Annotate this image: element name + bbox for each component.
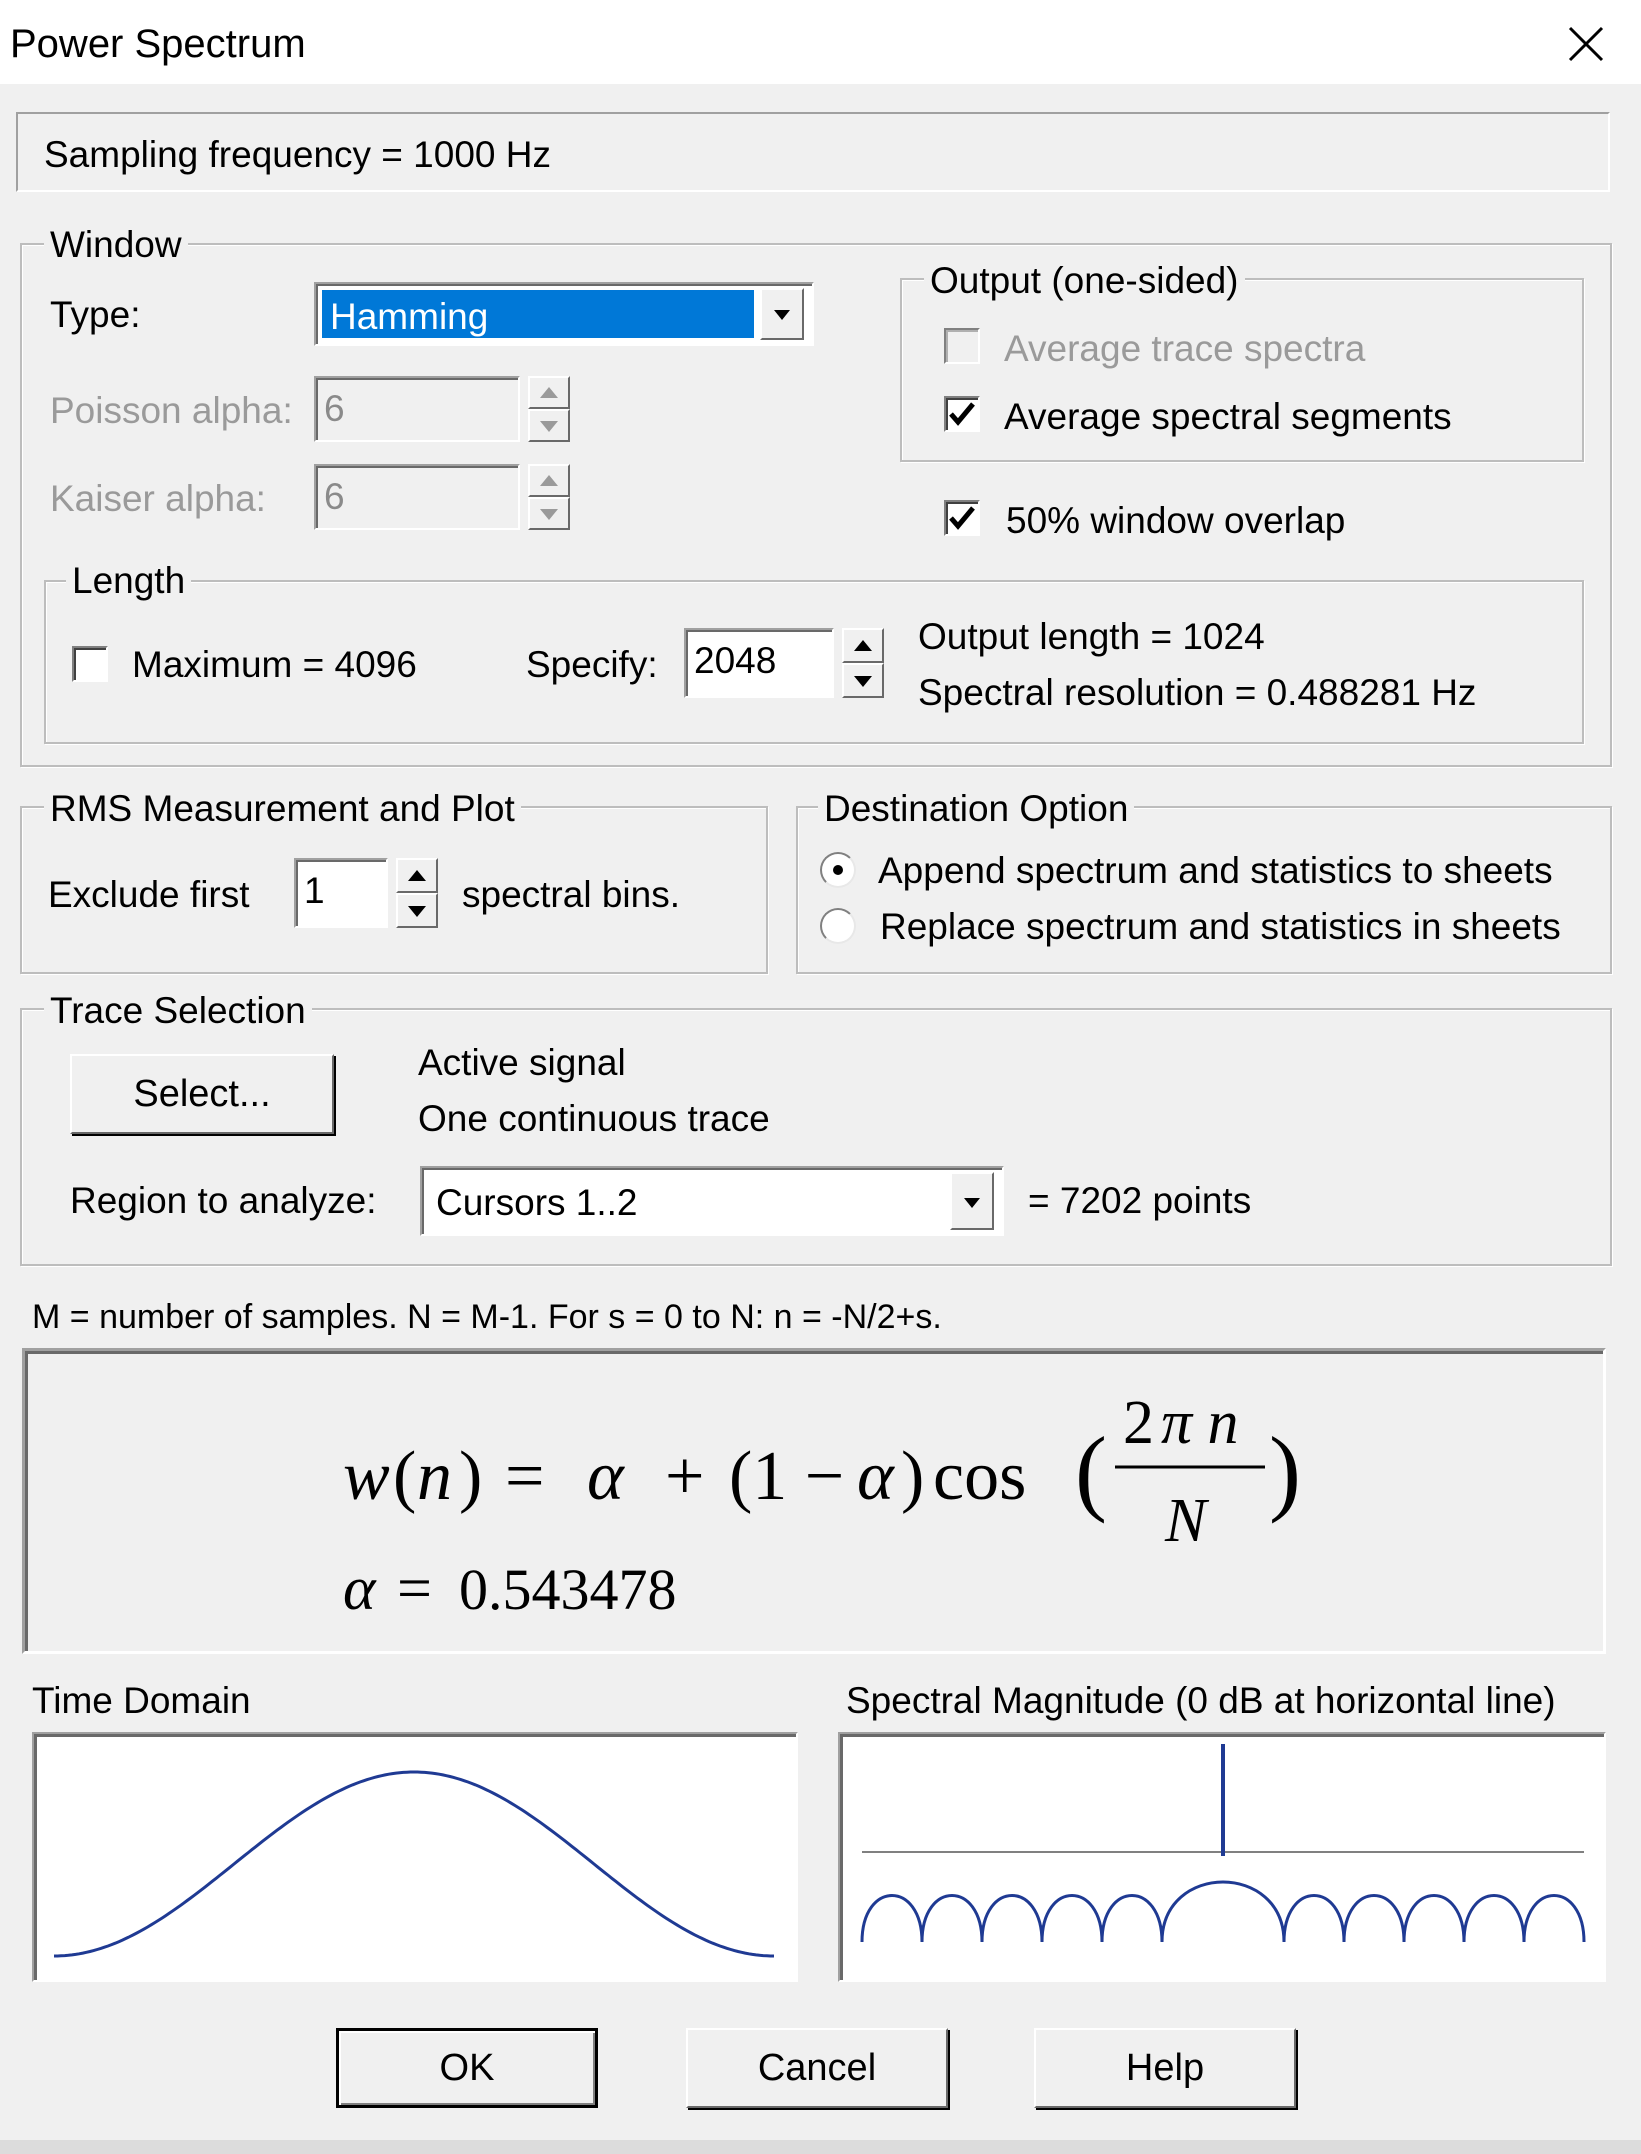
spectral-plot: [838, 1732, 1606, 1982]
append-radio[interactable]: [820, 852, 856, 888]
average-spectral-segments-label: Average spectral segments: [1004, 396, 1452, 437]
spectral-resolution-text: Spectral resolution = 0.488281 Hz: [918, 672, 1477, 713]
formula-alpha2: α: [857, 1438, 894, 1515]
radio-selected-dot: [833, 865, 843, 875]
active-signal-text: Active signal: [418, 1042, 626, 1083]
ok-button[interactable]: OK: [336, 2028, 598, 2108]
formula-panel: [22, 1348, 1606, 1654]
kaiser-alpha-label: Kaiser alpha:: [50, 478, 266, 519]
window-type-dropdown-button[interactable]: [760, 288, 804, 340]
spectral-magnitude-label: Spectral Magnitude (0 dB at horizontal line): [846, 1680, 1556, 1721]
spin-down-button[interactable]: [396, 893, 438, 928]
spin-down-button[interactable]: [528, 409, 570, 442]
output-length-text: Output length = 1024: [918, 616, 1265, 657]
formula-alpha: α: [587, 1438, 624, 1515]
select-button[interactable]: Select...: [70, 1054, 334, 1134]
average-trace-spectra-checkbox[interactable]: [944, 328, 980, 364]
trace-description-text: One continuous trace: [418, 1098, 770, 1139]
spin-down-button[interactable]: [842, 663, 884, 698]
spectral-bins-label: spectral bins.: [462, 874, 680, 915]
spin-down-button[interactable]: [528, 497, 570, 530]
sampling-frequency-text: Sampling frequency = 1000 Hz: [44, 134, 551, 175]
kaiser-alpha-spinner[interactable]: [528, 464, 570, 530]
region-combo[interactable]: [420, 1166, 1004, 1236]
window-overlap-checkbox[interactable]: [944, 500, 980, 536]
cancel-button[interactable]: Cancel: [686, 2028, 948, 2108]
length-group-legend: Length: [66, 562, 191, 599]
specify-label: Specify:: [526, 644, 658, 685]
formula-plus: +: [665, 1438, 705, 1515]
hamming-formula: [25, 1351, 1603, 1651]
checkmark-icon: [946, 398, 978, 430]
region-label: Region to analyze:: [70, 1180, 377, 1221]
arrow-down-icon: [408, 906, 426, 917]
spin-up-button[interactable]: [396, 858, 438, 893]
type-label: Type:: [50, 294, 141, 335]
formula-cos: cos: [933, 1438, 1027, 1515]
maximum-length-checkbox[interactable]: [72, 646, 108, 682]
formula-big-paren-close: ): [1269, 1417, 1301, 1524]
chevron-down-icon: [762, 290, 802, 338]
exclude-first-label: Exclude first: [48, 874, 250, 915]
average-trace-spectra-label: Average trace spectra: [1004, 328, 1366, 369]
dialog-title: Power Spectrum: [10, 22, 306, 66]
arrow-down-icon: [540, 509, 558, 520]
maximum-length-label: Maximum = 4096: [132, 644, 417, 685]
arrow-down-icon: [540, 421, 558, 432]
kaiser-alpha-input[interactable]: 6: [314, 464, 520, 530]
trace-selection-legend: Trace Selection: [44, 992, 312, 1029]
arrow-up-icon: [854, 640, 872, 651]
time-domain-curve: [54, 1772, 774, 1956]
dialog-bottom-edge: [0, 2140, 1641, 2154]
formula-w: w: [343, 1438, 390, 1515]
formula-alpha-symbol: α: [343, 1555, 376, 1623]
spectral-curve: [862, 1882, 1584, 1942]
region-dropdown-button[interactable]: [950, 1172, 994, 1230]
replace-label: Replace spectrum and statistics in sheets: [880, 906, 1561, 947]
arrow-down-icon: [854, 676, 872, 687]
formula-paren-close2: ): [901, 1438, 925, 1515]
time-domain-label: Time Domain: [32, 1680, 251, 1721]
help-button[interactable]: Help: [1034, 2028, 1296, 2108]
formula-paren-open: (: [393, 1438, 417, 1515]
close-icon: [1556, 14, 1616, 74]
formula-numerator-2: 2: [1123, 1389, 1154, 1457]
rms-group-legend: RMS Measurement and Plot: [44, 790, 521, 827]
poisson-alpha-input[interactable]: 6: [314, 376, 520, 442]
formula-alpha-equals: =: [397, 1555, 432, 1623]
spin-up-button[interactable]: [528, 376, 570, 409]
formula-big-paren-open: (: [1075, 1417, 1107, 1524]
average-spectral-segments-checkbox[interactable]: [944, 396, 980, 432]
formula-denominator-N: N: [1165, 1487, 1207, 1555]
formula-note: M = number of samples. N = M-1. For s = 0 to N: n = -N/2+s.: [32, 1298, 942, 1336]
chevron-down-icon: [952, 1174, 992, 1228]
spin-up-button[interactable]: [528, 464, 570, 497]
destination-group-legend: Destination Option: [818, 790, 1134, 827]
formula-paren-close: ): [459, 1438, 483, 1515]
window-type-combo[interactable]: [314, 282, 814, 346]
checkmark-icon: [946, 502, 978, 534]
time-domain-svg: [34, 1734, 794, 1978]
specify-length-spinner[interactable]: [842, 628, 884, 698]
window-type-value: Hamming: [330, 296, 489, 337]
region-value: Cursors 1..2: [436, 1182, 638, 1223]
spin-up-button[interactable]: [842, 628, 884, 663]
specify-length-input[interactable]: 2048: [684, 628, 834, 698]
poisson-alpha-label: Poisson alpha:: [50, 390, 293, 431]
close-button[interactable]: [1556, 14, 1616, 74]
formula-n: n: [417, 1438, 452, 1515]
append-label: Append spectrum and statistics to sheets: [878, 850, 1553, 891]
formula-equals: =: [505, 1438, 545, 1515]
time-domain-plot: [32, 1732, 798, 1982]
poisson-alpha-spinner[interactable]: [528, 376, 570, 442]
arrow-up-icon: [540, 387, 558, 398]
formula-one-minus: (1 −: [729, 1438, 845, 1515]
exclude-bins-spinner[interactable]: [396, 858, 438, 928]
spectral-svg: [840, 1734, 1602, 1978]
formula-alpha-value: 0.543478: [459, 1557, 677, 1622]
points-count-text: = 7202 points: [1028, 1180, 1252, 1221]
formula-numerator-pi-n: π n: [1161, 1389, 1239, 1457]
window-overlap-label: 50% window overlap: [1006, 500, 1346, 541]
arrow-up-icon: [540, 475, 558, 486]
window-group-legend: Window: [44, 226, 188, 263]
arrow-up-icon: [408, 870, 426, 881]
output-group-legend: Output (one-sided): [924, 262, 1245, 299]
exclude-bins-input[interactable]: 1: [294, 858, 388, 928]
replace-radio[interactable]: [820, 908, 856, 944]
